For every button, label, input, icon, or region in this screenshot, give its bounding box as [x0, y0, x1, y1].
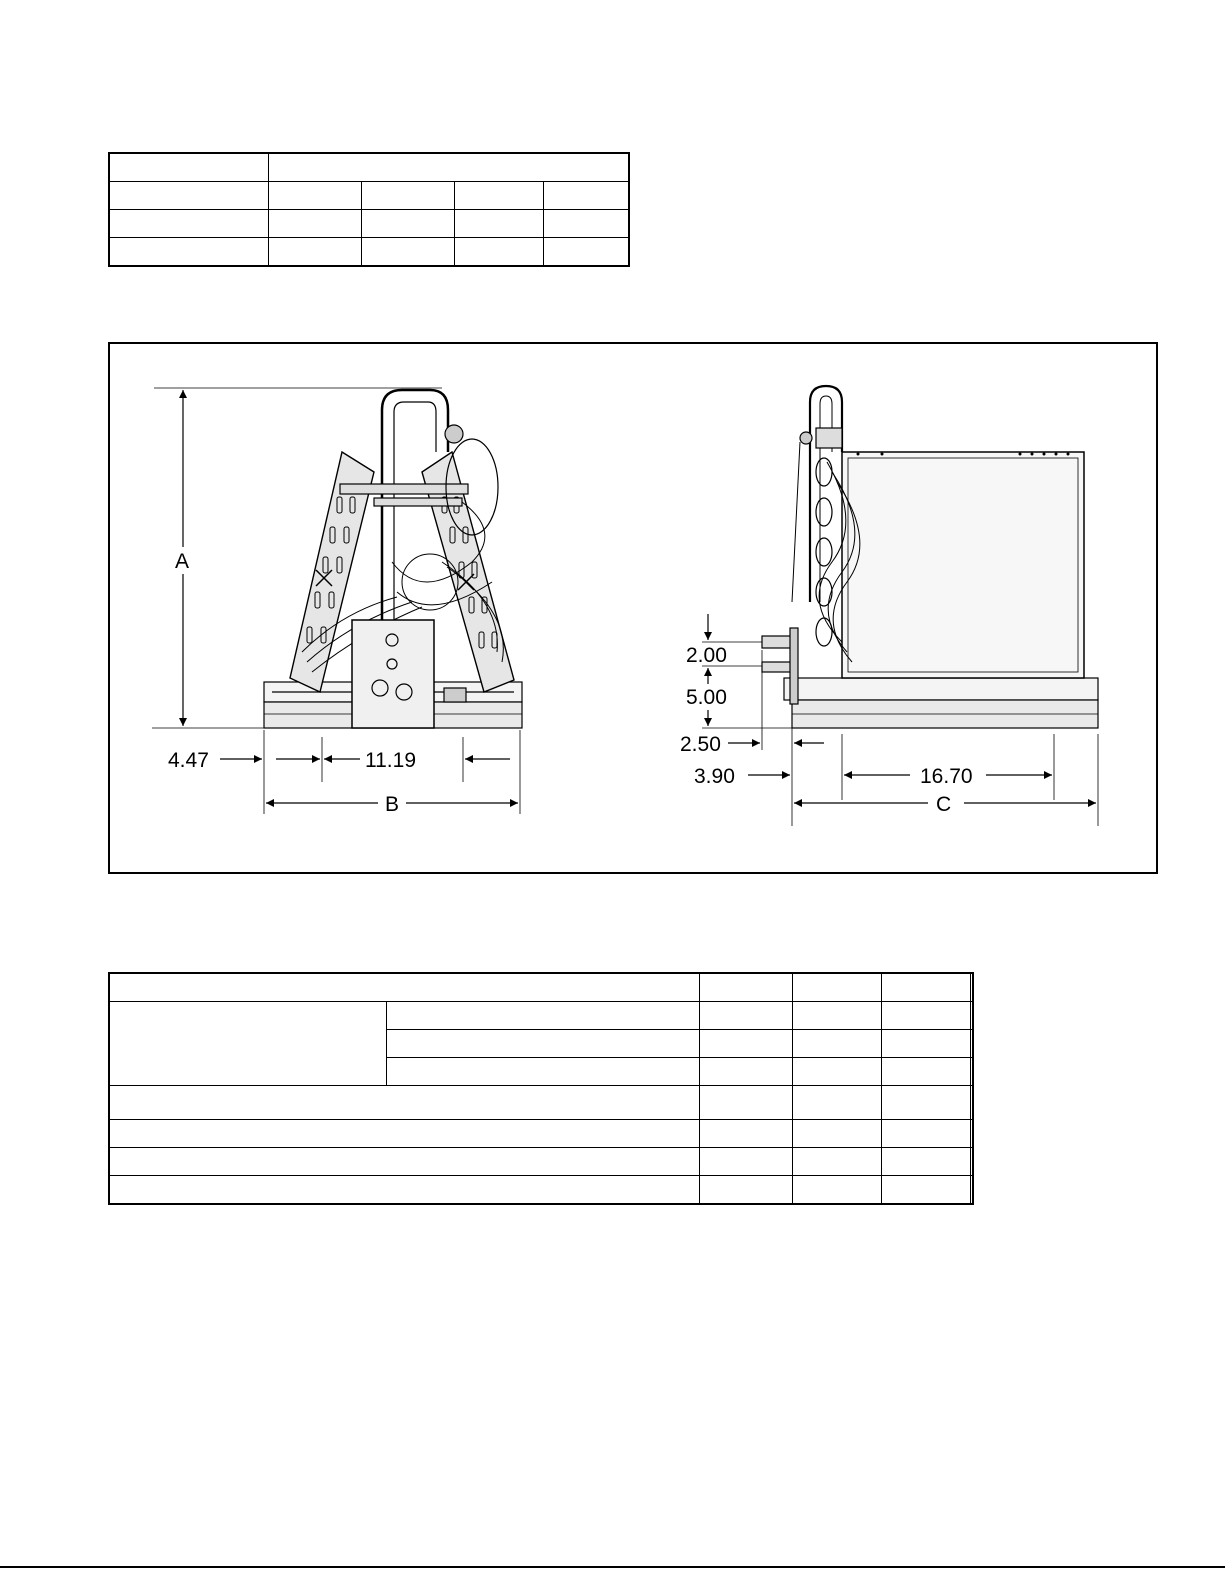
dimension-table — [108, 152, 630, 267]
table-row — [109, 1120, 973, 1148]
table-cell — [793, 1120, 882, 1148]
table-cell — [793, 1086, 882, 1120]
table-cell — [971, 1148, 973, 1176]
table-cell — [387, 1030, 700, 1058]
table-row — [109, 1148, 973, 1176]
dimension-390-label: 3.90 — [694, 765, 735, 788]
table-cell — [971, 1086, 973, 1120]
table-cell — [387, 1058, 700, 1086]
table-cell — [793, 1176, 882, 1205]
table-cell — [971, 1002, 973, 1030]
table-cell — [269, 210, 362, 238]
table-cell — [882, 1002, 971, 1030]
dimension-c-label: C — [936, 793, 952, 816]
table-cell — [362, 182, 455, 210]
dimension-a-label: A — [175, 550, 190, 573]
table-cell — [544, 182, 630, 210]
table-cell — [362, 238, 455, 267]
table-cell — [362, 210, 455, 238]
table-cell — [544, 210, 630, 238]
table-cell — [882, 1148, 971, 1176]
table-row — [109, 1086, 973, 1120]
dimension-diagram — [108, 342, 1158, 874]
table-cell — [109, 1148, 700, 1176]
table-cell — [882, 1030, 971, 1058]
table-cell — [882, 1058, 971, 1086]
table-cell — [700, 1120, 793, 1148]
table-row — [109, 1176, 973, 1205]
dimension-250-label: 2.50 — [680, 733, 721, 756]
dimension-1670-label: 16.70 — [920, 765, 973, 788]
table-cell — [109, 973, 700, 1002]
table-cell — [971, 1030, 973, 1058]
table-cell — [109, 210, 269, 238]
table-cell — [971, 973, 973, 1002]
table-cell — [700, 973, 793, 1002]
table-cell — [455, 182, 544, 210]
table-cell — [269, 182, 362, 210]
table-cell — [971, 1120, 973, 1148]
dimension-1119-label: 11.19 — [365, 749, 416, 772]
table-cell — [793, 1002, 882, 1030]
dimension-b-label: B — [385, 793, 400, 816]
table-row — [109, 238, 629, 267]
table-cell — [700, 1058, 793, 1086]
table-cell — [700, 1148, 793, 1176]
footer-divider — [0, 1566, 1225, 1568]
table-cell — [971, 1058, 973, 1086]
table-cell — [882, 1176, 971, 1205]
table-cell — [700, 1086, 793, 1120]
table-cell — [109, 1002, 387, 1086]
table-cell — [971, 1176, 973, 1205]
front-view — [264, 390, 522, 728]
side-view — [762, 386, 1098, 728]
table-cell — [455, 210, 544, 238]
table-cell — [700, 1002, 793, 1030]
table-row — [109, 182, 629, 210]
dimension-500-label: 5.00 — [686, 686, 727, 709]
dimension-200-label: 2.00 — [686, 644, 727, 667]
dimension-447-label: 4.47 — [168, 749, 209, 772]
table-row — [109, 210, 629, 238]
table-cell — [387, 1002, 700, 1030]
table-cell — [269, 153, 630, 182]
table-cell — [455, 238, 544, 267]
table-cell — [882, 1086, 971, 1120]
table-cell — [109, 182, 269, 210]
table-cell — [109, 1176, 700, 1205]
table-cell — [793, 1058, 882, 1086]
table-cell — [882, 973, 971, 1002]
table-cell — [700, 1176, 793, 1205]
table-cell — [793, 973, 882, 1002]
table-cell — [109, 1120, 700, 1148]
specifications-table — [108, 972, 974, 1205]
table-cell — [109, 238, 269, 267]
table-cell — [109, 153, 269, 182]
table-row — [109, 1002, 973, 1030]
table-cell — [700, 1030, 793, 1058]
table-cell — [882, 1120, 971, 1148]
table-cell — [793, 1148, 882, 1176]
table-cell — [544, 238, 630, 267]
table-row — [109, 973, 973, 1002]
table-cell — [269, 238, 362, 267]
table-cell — [793, 1030, 882, 1058]
table-cell — [109, 1086, 700, 1120]
table-row — [109, 153, 629, 182]
